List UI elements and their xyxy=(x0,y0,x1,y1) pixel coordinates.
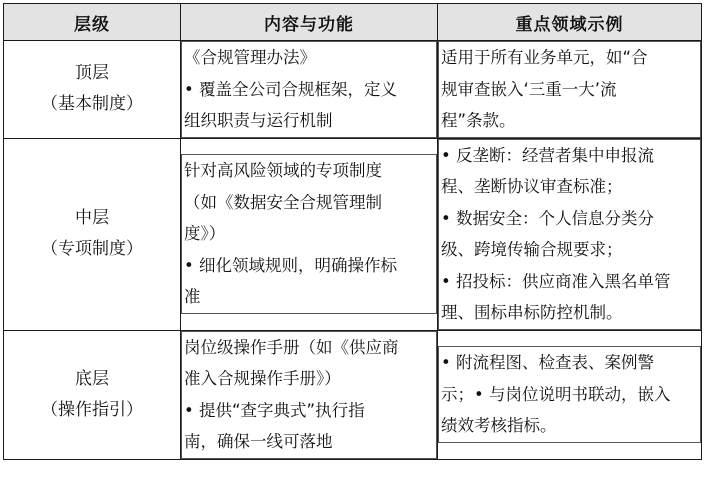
level-name: 底层 xyxy=(75,368,109,389)
content-cell xyxy=(181,330,438,459)
level-desc: （专项制度） xyxy=(41,239,143,259)
example-line: 规审查嵌入‘三重一大’流 xyxy=(441,79,617,99)
level-desc: （基本制度） xyxy=(41,94,143,115)
level-desc: （操作指引） xyxy=(41,399,143,420)
example-line: 适用于所有业务单元，如“合 xyxy=(441,48,648,67)
content-line: • 提供“查字典式”执行指 xyxy=(184,400,365,420)
example-line: 级、跨境传输合规要求； xyxy=(441,240,623,259)
example-line: 程、垄断协议审查标准； xyxy=(441,177,623,196)
content-cell xyxy=(181,41,438,139)
governance-tier-table xyxy=(3,3,702,460)
example-cell xyxy=(438,41,702,139)
content-line: 度》） xyxy=(184,224,226,244)
example-cell xyxy=(438,138,702,330)
content-cell xyxy=(181,138,438,330)
content-line: • 细化领域规则，明确操作标 xyxy=(184,255,397,275)
example-line: 示；• 与岗位说明书联动，嵌入 xyxy=(441,384,671,404)
content-line: 岗位级操作手册（如《供应商 xyxy=(184,337,399,357)
level-cell xyxy=(4,330,181,459)
content-line: 准入合规操作手册》） xyxy=(184,369,341,388)
table-row xyxy=(4,330,702,459)
example-line: • 反垄断：经营者集中申报流 xyxy=(441,145,654,165)
content-line: 准 xyxy=(184,287,201,307)
level-name: 中层 xyxy=(75,208,109,228)
content-line: • 覆盖全公司合规框架，定义 xyxy=(184,79,397,99)
header-example: 重点领域示例 xyxy=(438,4,702,41)
example-line: • 招投标：供应商准入黑名单管 xyxy=(441,271,671,291)
example-line: 理、围标串标防控机制。 xyxy=(441,303,623,322)
table-header-row xyxy=(4,4,702,41)
content-line: 《合规管理办法》 xyxy=(184,48,316,67)
content-line: 组织职责与运行机制 xyxy=(184,111,333,130)
content-line: 南，确保一线可落地 xyxy=(184,432,333,451)
level-cell xyxy=(4,41,181,139)
header-level: 层级 xyxy=(4,4,181,41)
example-line: 绩效考核指标。 xyxy=(441,416,557,436)
level-name: 顶层 xyxy=(75,63,109,84)
content-line: （如《数据安全合规管理制 xyxy=(184,192,382,212)
header-content: 内容与功能 xyxy=(181,4,438,41)
level-cell xyxy=(4,138,181,330)
example-line: • 附流程图、检查表、案例警 xyxy=(441,353,654,373)
table-row xyxy=(4,41,702,139)
content-line: 针对高风险领域的专项制度 xyxy=(184,161,382,181)
table-row xyxy=(4,138,702,330)
example-cell xyxy=(438,330,702,459)
example-line: 程”条款。 xyxy=(441,111,516,130)
example-line: • 数据安全：个人信息分类分 xyxy=(441,208,654,228)
